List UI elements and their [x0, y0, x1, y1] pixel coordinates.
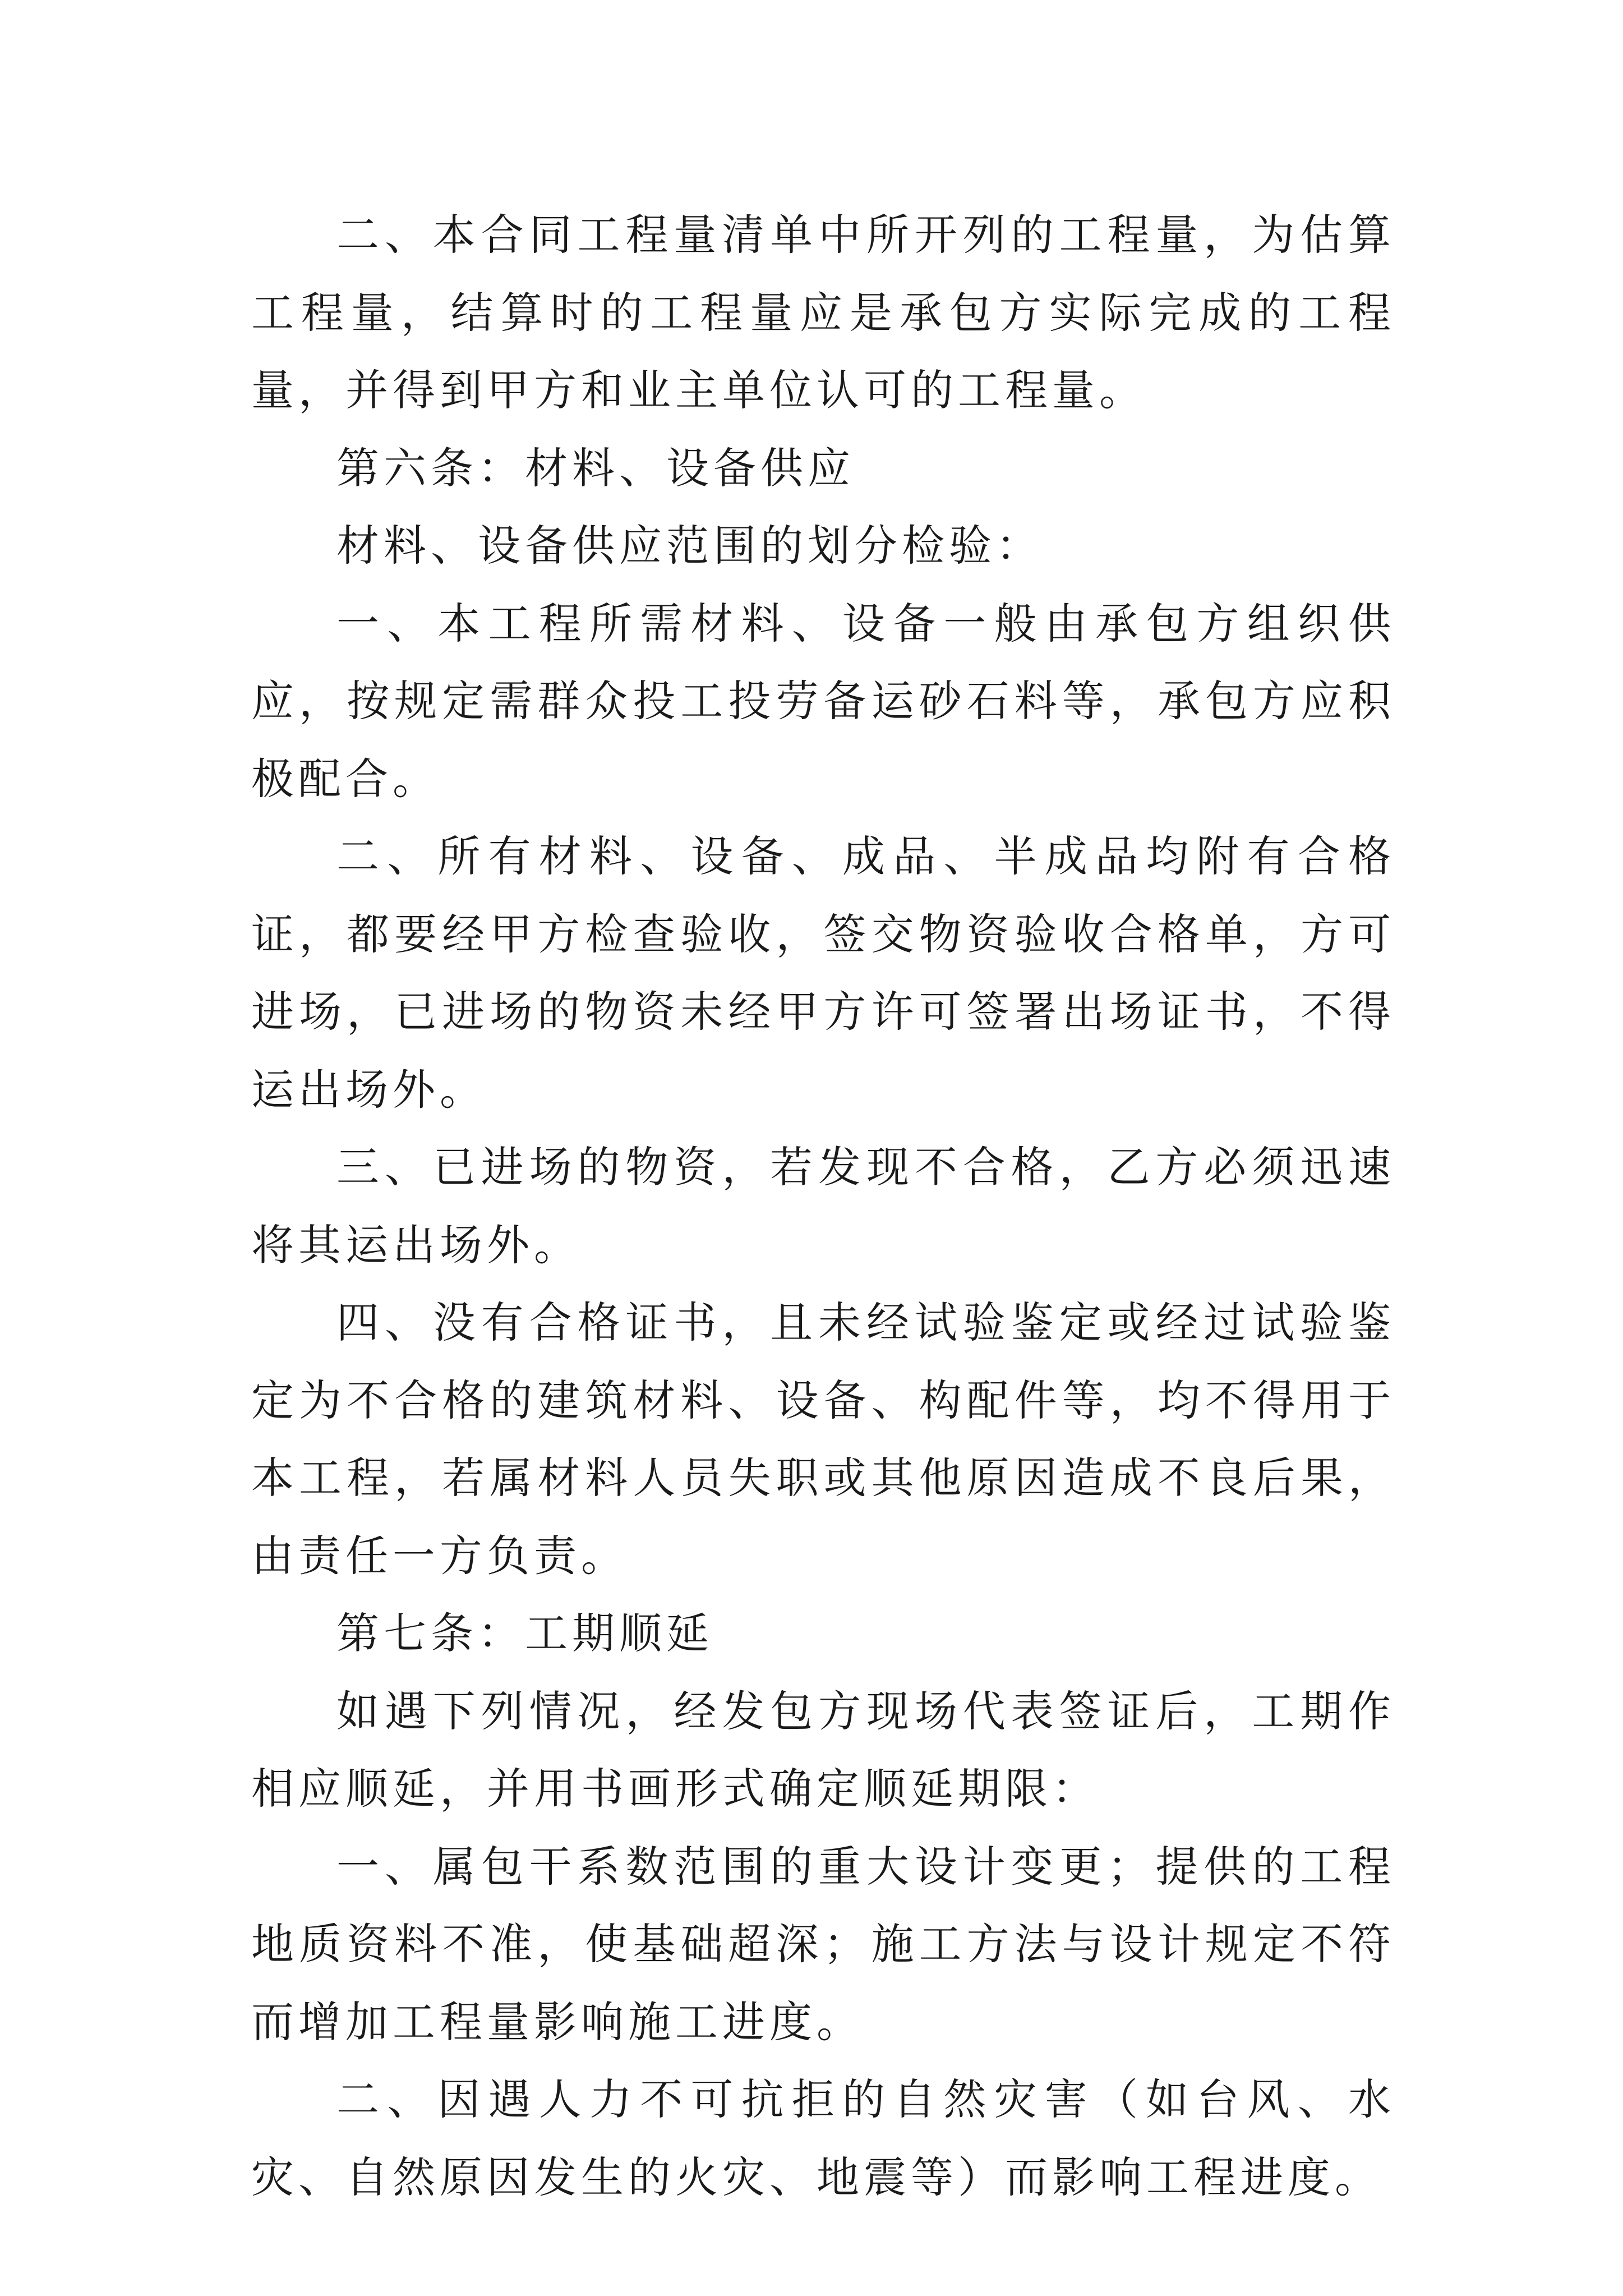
paragraph-supply-scope: 材料、设备供应范围的划分检验： — [336, 521, 1043, 570]
heading-article-7: 第七条：工期顺延 — [336, 1608, 713, 1658]
paragraph-supply-item-4: 四、没有合格证书，且未经试验鉴定或经过试验鉴定为不合格的建筑材料、设备、构配件等，均不得用于本工程，若属材料人员失职或其他原因造成不良后果，由责任一方负责。 — [251, 1297, 1395, 1581]
heading-article-6: 第六条：材料、设备供应 — [336, 443, 855, 493]
paragraph-supply-item-2: 二、所有材料、设备、成品、半成品均附有合格证，都要经甲方检查验收，签交物资验收合格单，方可进场，已进场的物资未经甲方许可签署出场证书，不得运出场外。 — [251, 831, 1395, 1115]
paragraph-quantity-settlement: 二、本合同工程量清单中所开列的工程量，为估算工程量，结算时的工程量应是承包方实际完成的工程量，并得到甲方和业主单位认可的工程量。 — [251, 210, 1395, 415]
paragraph-extension-item-1: 一、属包干系数范围的重大设计变更；提供的工程地质资料不准，使基础超深；施工方法与设计规定不符而增加工程量影响施工进度。 — [251, 1841, 1395, 2047]
paragraph-supply-item-1: 一、本工程所需材料、设备一般由承包方组织供应，按规定需群众投工投劳备运砂石料等，承包方应积极配合。 — [251, 598, 1395, 804]
paragraph-extension-item-2: 二、因遇人力不可抗拒的自然灾害（如台风、水灾、自然原因发生的火灾、地震等）而影响工程进度。 — [251, 2074, 1395, 2202]
paragraph-supply-item-3: 三、已进场的物资，若发现不合格，乙方必须迅速将其运出场外。 — [251, 1142, 1395, 1270]
paragraph-extension-intro: 如遇下列情况，经发包方现场代表签证后，工期作相应顺延，并用书画形式确定顺延期限： — [251, 1686, 1395, 1814]
document-body — [251, 196, 1395, 2216]
